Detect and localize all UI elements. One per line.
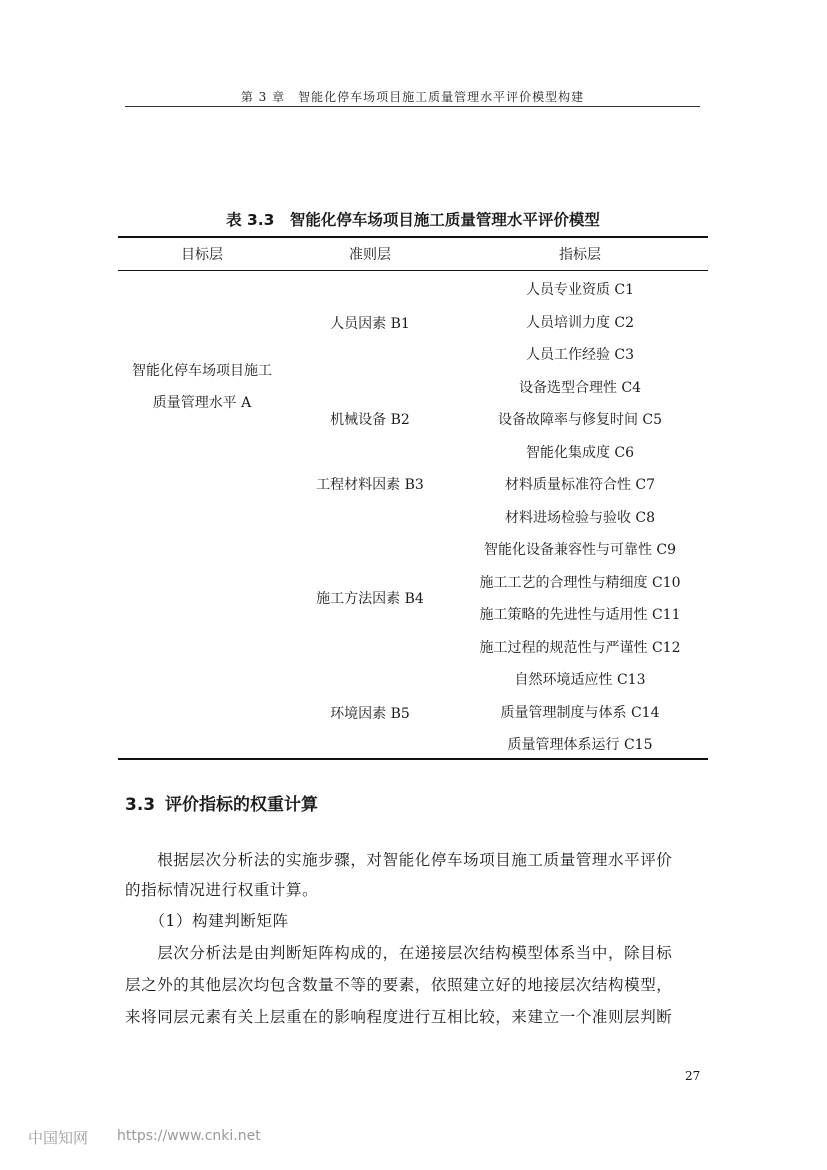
table-top-rule	[118, 236, 708, 238]
indicator-cell: 施工过程的规范性与严谨性 C12	[479, 640, 681, 656]
criteria-cell-b2: 机械设备 B2	[330, 412, 410, 428]
criteria-cell-b1: 人员因素 B1	[330, 316, 410, 332]
indicator-cell: 自然环境适应性 C13	[514, 672, 646, 688]
indicator-cell: 人员工作经验 C3	[525, 347, 635, 363]
column-header-indicator: 指标层	[559, 247, 601, 263]
page-number: 27	[685, 1069, 701, 1083]
paragraph-line: 层次分析法是由判断矩阵构成的，在递接层次结构模型体系当中，除目标	[125, 944, 673, 962]
criteria-cell-b3: 工程材料因素 B3	[316, 477, 424, 493]
paragraph-line: 根据层次分析法的实施步骤，对智能化停车场项目施工质量管理水平评价	[125, 851, 673, 869]
indicator-cell: 材料质量标准符合性 C7	[504, 477, 656, 493]
header-rule	[125, 106, 700, 107]
footer-brand-watermark: 中国知网	[28, 1129, 89, 1147]
paragraph-line: 来将同层元素有关上层重在的影响程度进行互相比较，来建立一个准则层判断	[125, 1008, 673, 1026]
criteria-cell-b4: 施工方法因素 B4	[316, 591, 424, 607]
footer-url-watermark: https://www.cnki.net	[117, 1128, 261, 1144]
section-number: 3.3	[125, 795, 156, 815]
criteria-cell-b5: 环境因素 B5	[330, 706, 410, 722]
goal-cell-line1: 智能化停车场项目施工	[132, 363, 272, 379]
indicator-cell: 设备故障率与修复时间 C5	[497, 412, 663, 428]
indicator-cell: 施工工艺的合理性与精细度 C10	[479, 575, 681, 591]
section-heading	[125, 790, 318, 815]
indicator-cell: 智能化设备兼容性与可靠性 C9	[483, 542, 677, 558]
goal-cell-line2: 质量管理水平 A	[152, 395, 252, 411]
indicator-cell: 人员专业资质 C1	[525, 282, 635, 298]
section-title: 评价指标的权重计算	[165, 795, 318, 815]
table-caption: 表 3.3 智能化停车场项目施工质量管理水平评价模型	[226, 211, 600, 229]
indicator-cell: 设备选型合理性 C4	[518, 380, 642, 396]
column-header-goal: 目标层	[181, 247, 223, 263]
paragraph-line: 的指标情况进行权重计算。	[125, 881, 319, 899]
table-header-rule	[118, 270, 708, 271]
indicator-cell: 人员培训力度 C2	[525, 315, 635, 331]
indicator-cell: 质量管理体系运行 C15	[507, 737, 653, 753]
running-header: 第 3 章 智能化停车场项目施工质量管理水平评价模型构建	[240, 90, 585, 104]
paragraph-line: 层之外的其他层次均包含数量不等的要素，依照建立好的地接层次结构模型，	[125, 976, 673, 994]
indicator-cell: 智能化集成度 C6	[525, 445, 635, 461]
indicator-cell: 材料进场检验与验收 C8	[504, 510, 656, 526]
table-bottom-rule	[118, 758, 708, 760]
column-header-criteria: 准则层	[349, 247, 391, 263]
indicator-cell: 施工策略的先进性与适用性 C11	[479, 607, 681, 623]
subheading-line: （1）构建判断矩阵	[125, 912, 289, 930]
indicator-cell: 质量管理制度与体系 C14	[500, 705, 660, 721]
